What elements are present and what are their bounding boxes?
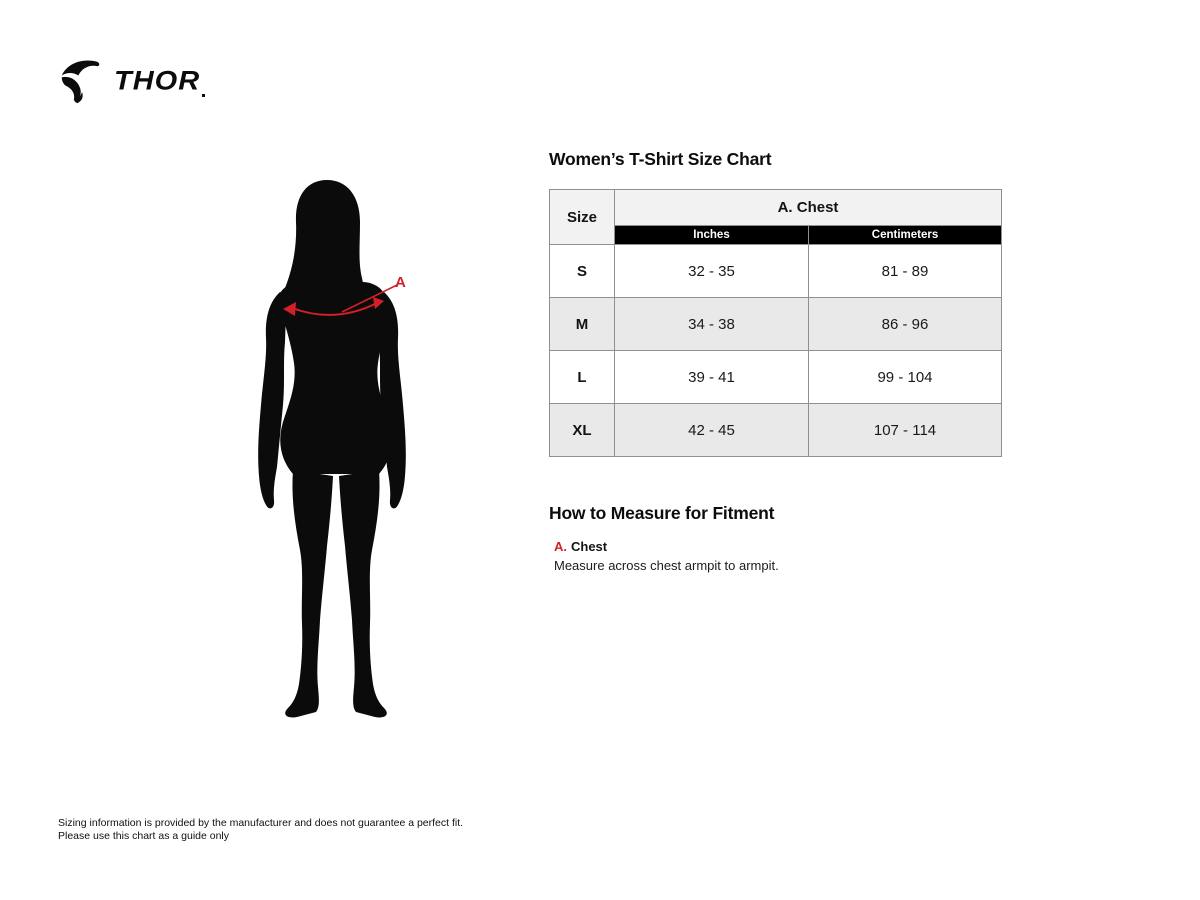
chest-group-header: A. Chest [615, 190, 1002, 226]
centimeters-cell: 86 - 96 [809, 298, 1002, 351]
size-cell: XL [550, 404, 615, 457]
size-row-xl [550, 404, 1002, 457]
disclaimer-line2: Please use this chart as a guide only [58, 829, 230, 842]
inches-cell: 34 - 38 [615, 298, 809, 351]
size-row-l [550, 351, 1002, 404]
measure-label-text: Chest [571, 539, 608, 554]
measure-description: Measure across chest armpit to armpit. [554, 558, 779, 573]
measure-label [554, 539, 779, 554]
size-row-m [550, 298, 1002, 351]
disclaimer-line1: Sizing information is provided by the manufacturer and does not guarantee a perfect fit. [58, 817, 464, 829]
size-row-s [550, 245, 1002, 298]
size-cell: M [550, 298, 615, 351]
inches-cell: 39 - 41 [615, 351, 809, 404]
inches-cell: 42 - 45 [615, 404, 809, 457]
measure-heading: How to Measure for Fitment [549, 503, 775, 523]
size-chart-table [549, 189, 1002, 457]
thor-logo-text: THOR [114, 65, 201, 96]
thor-logo [57, 58, 205, 104]
inches-header: Inches [615, 226, 809, 245]
disclaimer [58, 817, 463, 842]
thor-logo-period [202, 94, 205, 97]
unit-header-row [550, 226, 1002, 245]
size-column-header: Size [550, 190, 615, 245]
measure-item-chest [554, 539, 779, 573]
centimeters-cell: 107 - 114 [809, 404, 1002, 457]
centimeters-header: Centimeters [809, 226, 1002, 245]
centimeters-cell: 99 - 104 [809, 351, 1002, 404]
woman-silhouette [258, 180, 406, 717]
body-measurement-figure [240, 170, 440, 730]
size-chart-title: Women’s T-Shirt Size Chart [549, 149, 772, 169]
chest-marker-label: A [395, 274, 406, 291]
centimeters-cell: 81 - 89 [809, 245, 1002, 298]
size-cell: S [550, 245, 615, 298]
table-header-row [550, 190, 1002, 226]
size-cell: L [550, 351, 615, 404]
inches-cell: 32 - 35 [615, 245, 809, 298]
measure-key: A. [554, 539, 567, 554]
thor-ram-icon [57, 58, 107, 104]
